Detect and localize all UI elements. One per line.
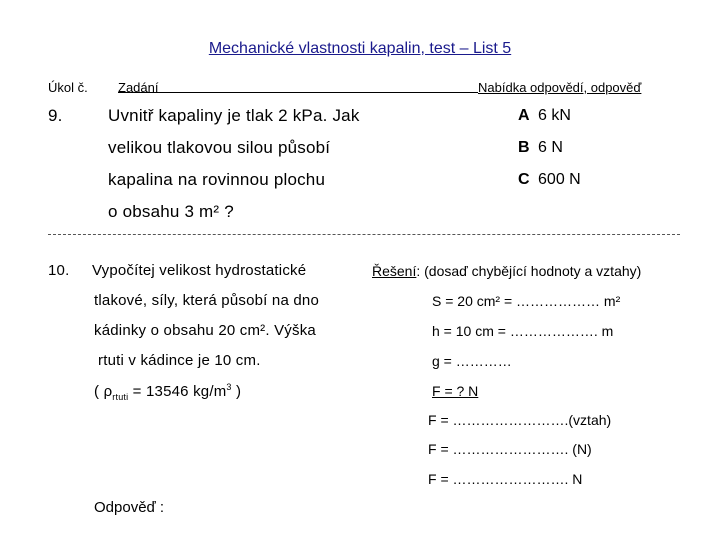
q10-solution-formula: F = …………………….(vztah) <box>428 412 612 428</box>
header-answers: Nabídka odpovědí, odpověď <box>478 80 642 95</box>
q9-number: 9. <box>48 106 63 125</box>
q10-answer-label: Odpověď : <box>94 499 165 516</box>
q9-line-2: velikou tlakovou silou působí <box>108 138 331 157</box>
header-assignment: Zadání <box>118 80 159 95</box>
q10-line-3: kádinky o obsahu 20 cm². Výška <box>94 322 316 339</box>
q9-option-b: B 6 N <box>518 139 563 156</box>
q10-solution-force-unknown: F = ? N <box>432 383 479 399</box>
page-title: Mechanické vlastnosti kapalin, test – List 5 <box>208 40 512 57</box>
header-task-number: Úkol č. <box>48 80 88 95</box>
q9-option-a: A 6 kN <box>518 107 571 124</box>
q9-option-c: C 600 N <box>518 171 581 188</box>
q9-line-4: o obsahu 3 m² ? <box>108 202 234 221</box>
q10-solution-gravity: g = ………… <box>432 353 512 369</box>
section-separator <box>48 234 680 235</box>
q10-line-2: tlakové, síly, která působí na dno <box>94 292 319 309</box>
q9-line-3: kapalina na rovinnou plochu <box>108 170 326 189</box>
q10-solution-area: S = 20 cm² = ……………… m² <box>432 293 621 309</box>
q10-density: ( $\rho_{rtuti} = 13546$ $kg/m^3$ ) <box>94 382 242 402</box>
header-underline <box>118 92 478 93</box>
q10-line-4: rtuti v kádince je 10 cm. <box>98 352 261 369</box>
q10-solution-substitution: F = ……………………. (N) <box>428 441 592 457</box>
q10-solution-heading: Řešení: (dosaď chybějící hodnoty a vztahy) <box>372 263 642 279</box>
q10-line-1: Vypočítej velikost hydrostatické <box>92 262 307 279</box>
q10-solution-result: F = ……………………. N <box>428 471 583 487</box>
q9-line-1: Uvnitř kapaliny je tlak 2 kPa. Jak <box>108 106 360 125</box>
q10-solution-height: h = 10 cm = ………………. m <box>432 323 614 339</box>
q10-number: 10. <box>48 262 70 279</box>
